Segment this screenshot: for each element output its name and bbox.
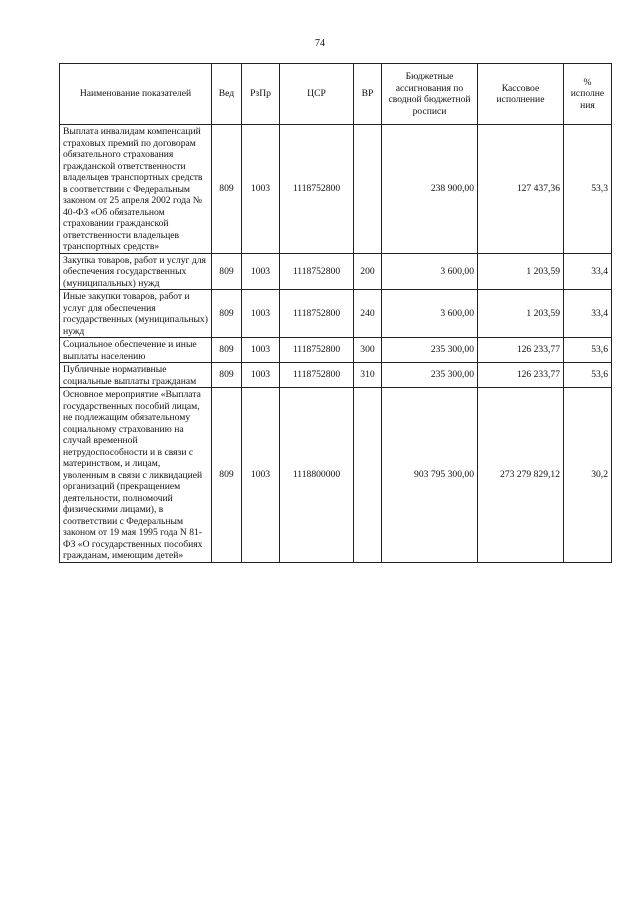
row-vr [354,125,382,254]
row-csr: 1118752800 [280,338,354,363]
row-ved: 809 [212,363,242,388]
page-number: 74 [315,38,325,49]
row-name: Закупка товаров, работ и услуг для обеспечения государственных (муниципальных) нужд [60,253,212,290]
row-percent: 30,2 [564,388,612,563]
row-name: Основное мероприятие «Выплата государственных пособий лицам, не подлежащим обязательному социальному страхованию на случай временной нетрудоспособности и в связи с материнством, и лицам, уволенным в связи с ликвидацией организаций (прекращением деятельности, полномочий физическими лицами), в соответствии с Федеральным законом от 19 мая 1995 года N 81-ФЗ «О государственных пособиях гражданам, имеющим детей» [60,388,212,563]
header-vr: ВР [354,64,382,125]
row-percent: 53,6 [564,363,612,388]
row-rzpr: 1003 [242,388,280,563]
table-row [60,363,612,388]
row-cash: 1 203,59 [478,253,564,290]
table-row [60,388,612,563]
row-ved: 809 [212,253,242,290]
budget-execution-table [59,63,612,563]
row-cash: 126 233,77 [478,338,564,363]
header-percent: % исполне ния [564,64,612,125]
row-name: Социальное обеспечение и иные выплаты населению [60,338,212,363]
header-budget: Бюджетные ассигнования по сводной бюджетной росписи [382,64,478,125]
header-name: Наименование показателей [60,64,212,125]
row-rzpr: 1003 [242,363,280,388]
row-rzpr: 1003 [242,253,280,290]
row-percent: 53,3 [564,125,612,254]
row-csr: 1118752800 [280,125,354,254]
table-header-row [60,64,612,125]
row-cash: 273 279 829,12 [478,388,564,563]
table-row [60,338,612,363]
row-budget: 903 795 300,00 [382,388,478,563]
row-budget: 3 600,00 [382,253,478,290]
row-budget: 238 900,00 [382,125,478,254]
header-ved: Вед [212,64,242,125]
row-rzpr: 1003 [242,290,280,338]
row-rzpr: 1003 [242,125,280,254]
row-budget: 235 300,00 [382,363,478,388]
row-csr: 1118752800 [280,363,354,388]
row-percent: 33,4 [564,290,612,338]
header-cash: Кассовое исполнение [478,64,564,125]
row-budget: 3 600,00 [382,290,478,338]
row-cash: 126 233,77 [478,363,564,388]
row-ved: 809 [212,388,242,563]
row-name: Иные закупки товаров, работ и услуг для обеспечения государственных (муниципальных) нужд [60,290,212,338]
row-vr: 200 [354,253,382,290]
row-name: Выплата инвалидам компенсаций страховых премий по договорам обязательного страхования гражданской ответственности владельцев транспортных средств в соответствии с Федеральным законом от 25 апреля 2002 года № 40-ФЗ «Об обязательном страховании гражданской ответственности владельцев транспортных средств» [60,125,212,254]
row-vr: 310 [354,363,382,388]
row-ved: 809 [212,290,242,338]
row-ved: 809 [212,125,242,254]
row-budget: 235 300,00 [382,338,478,363]
table-row [60,253,612,290]
row-cash: 1 203,59 [478,290,564,338]
row-name: Публичные нормативные социальные выплаты гражданам [60,363,212,388]
header-rzpr: РзПр [242,64,280,125]
row-ved: 809 [212,338,242,363]
row-rzpr: 1003 [242,338,280,363]
row-csr: 1118800000 [280,388,354,563]
table-row [60,290,612,338]
table-row [60,125,612,254]
row-csr: 1118752800 [280,290,354,338]
row-percent: 53,6 [564,338,612,363]
row-cash: 127 437,36 [478,125,564,254]
row-vr: 300 [354,338,382,363]
row-vr: 240 [354,290,382,338]
row-vr [354,388,382,563]
row-percent: 33,4 [564,253,612,290]
header-csr: ЦСР [280,64,354,125]
row-csr: 1118752800 [280,253,354,290]
